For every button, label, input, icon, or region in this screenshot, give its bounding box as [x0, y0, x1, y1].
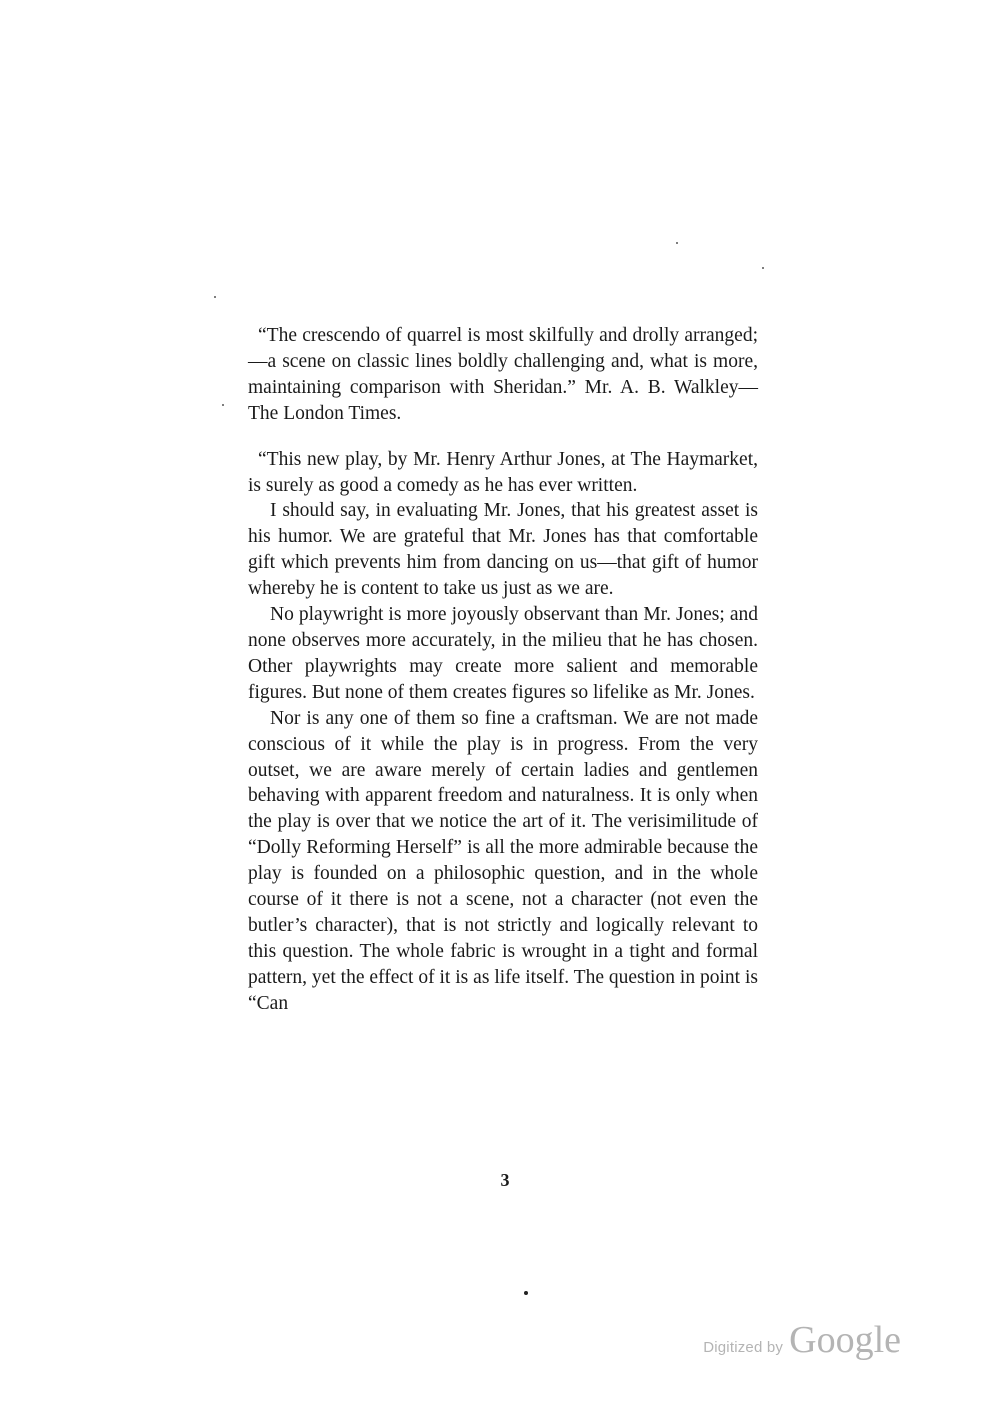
- scan-speck: [222, 404, 224, 406]
- page-number: 3: [500, 1170, 510, 1190]
- digitized-watermark: [703, 1318, 901, 1362]
- review-paragraph-observant: No playwright is more joyously observant than Mr. Jones; and none observes more accurately, in the milieu that he has chosen. Other playwrights may create more salient and memorable figures. But none of them creates figures so lifelike as Mr. Jones.: [248, 604, 758, 703]
- watermark-prefix: Digitized by: [703, 1339, 784, 1356]
- scan-speck: [214, 296, 216, 298]
- review-quote-walkley: “The crescendo of quarrel is most skilfully and drolly arranged;—a scene on classic lines boldly challenging and, what is more, maintaining comparison with Sheridan.” Mr. A. B. Walkley—The London Times.: [248, 325, 758, 424]
- scan-speck: [762, 267, 764, 269]
- google-logo: Google: [789, 1319, 901, 1361]
- scan-speck: [676, 242, 678, 244]
- paragraph-gap: [248, 427, 758, 447]
- body-text: [248, 323, 758, 1017]
- review-paragraph-craftsman: Nor is any one of them so fine a craftsman. We are not made conscious of it while the play is in progress. From the very outset, we are aware merely of certain ladies and gentlemen behaving with apparent freedom and naturalness. It is only when the play is over that we notice the art of it. The verisimilitude of “Dolly Reforming Herself” is all the more admirable because the play is founded on a philosophic question, and in the whole course of it there is not a scene, not a character (not even the butler’s character), that is not strictly and logically relevant to this question. The whole fabric is wrought in a tight and formal pattern, yet the effect of it is as life itself. The question in point is “Can: [248, 707, 758, 1014]
- review-quote-opening: “This new play, by Mr. Henry Arthur Jones, at The Haymarket, is surely as good a comedy as he has ever written.: [248, 448, 758, 496]
- review-paragraph-humor: I should say, in evaluating Mr. Jones, that his greatest asset is his humor. We are grateful that Mr. Jones has that comfortable gift which prevents him from dancing on us—that gift of humor whereby he is content to take us just as we are.: [248, 500, 758, 600]
- scan-speck: [524, 1291, 528, 1295]
